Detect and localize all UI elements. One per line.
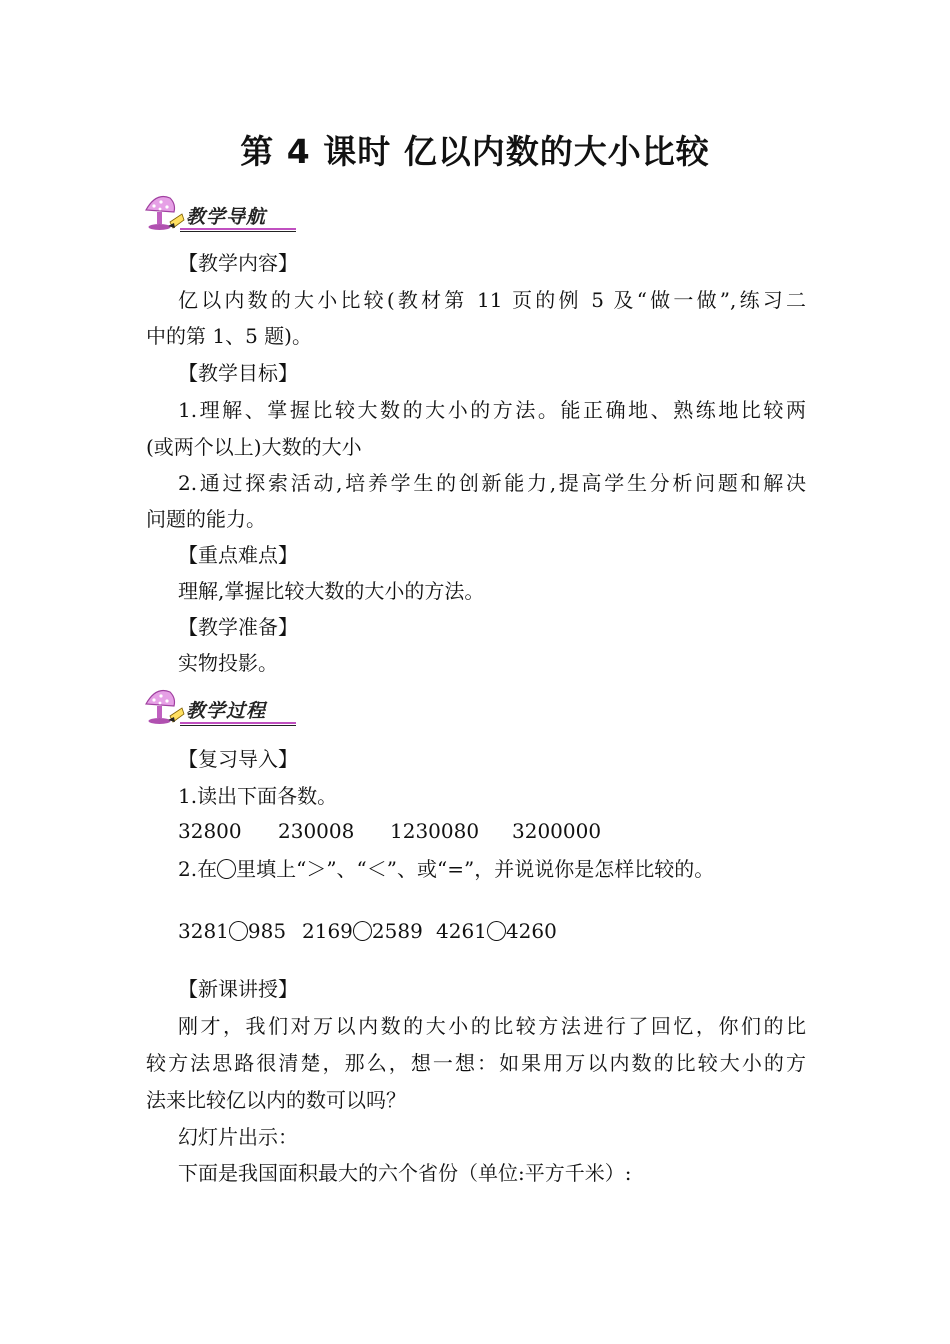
- number-row: [178, 818, 601, 844]
- page-title: 第 4 课时 亿以内数的大小比较: [240, 132, 710, 171]
- number-item: 1230080: [390, 819, 480, 843]
- comparison-item: [436, 918, 557, 944]
- blank-circle: [229, 921, 248, 941]
- text-fragment: 里填上“＞”、“＜”、或“=”，并说说你是怎样比较的。: [236, 857, 715, 881]
- blank-circle: [487, 921, 506, 941]
- paragraph-line: 法来比较亿以内的数可以吗？: [146, 1088, 406, 1112]
- comparison-right: 985: [247, 919, 287, 943]
- paragraph-line: 幻灯片出示：: [178, 1125, 298, 1149]
- number-item: 32800: [178, 819, 242, 843]
- banner-underline: [180, 725, 296, 726]
- paragraph-line: 2.通过探索活动,培养学生的创新能力,提高学生分析问题和解决: [178, 471, 806, 495]
- heading-key-points: 【重点难点】: [178, 543, 298, 567]
- comparison-left: 3281: [178, 919, 229, 943]
- banner-underline: [180, 231, 296, 232]
- paragraph-line: 下面是我国面积最大的六个省份（单位:平方千米）:: [178, 1161, 632, 1185]
- banner-label: 教学导航: [186, 206, 267, 228]
- paragraph-line: (或两个以上)大数的大小: [146, 435, 362, 459]
- comparison-item: [302, 918, 436, 944]
- paragraph-line: 问题的能力。: [146, 507, 266, 531]
- banner-label: 教学过程: [186, 700, 267, 722]
- heading-review: 【复习导入】: [178, 747, 298, 771]
- number-item: 3200000: [512, 819, 602, 843]
- paragraph-line: 中的第 1、5 题)。: [146, 324, 312, 348]
- teaching-process-banner: [140, 684, 300, 728]
- number-item: 230008: [278, 819, 355, 843]
- paragraph-line: [178, 856, 714, 882]
- comparison-right: 4260: [505, 919, 557, 943]
- paragraph-line: 较方法思路很清楚，那么，想一想：如果用万以内数的比较大小的方: [146, 1051, 806, 1075]
- paragraph-line: 亿以内数的大小比较(教材第 11 页的例 5 及“做一做”,练习二: [178, 288, 806, 312]
- heading-teaching-content: 【教学内容】: [178, 251, 298, 275]
- comparison-item: [178, 918, 302, 944]
- comparison-left: 2169: [302, 919, 353, 943]
- heading-new-lesson: 【新课讲授】: [178, 977, 298, 1001]
- paragraph-line: 实物投影。: [178, 651, 278, 675]
- teaching-guide-banner: [140, 190, 300, 234]
- paragraph-line: 1.读出下面各数。: [178, 784, 338, 808]
- comparison-row: [178, 918, 557, 944]
- banner-underline: [180, 228, 296, 230]
- blank-circle: [353, 921, 372, 941]
- paragraph-line: 理解,掌握比较大数的大小的方法。: [178, 579, 485, 603]
- text-fragment: 2.在: [178, 857, 218, 881]
- comparison-right: 2589: [371, 919, 423, 943]
- paragraph-line: 刚才，我们对万以内数的大小的比较方法进行了回忆，你们的比: [178, 1014, 806, 1038]
- comparison-left: 4261: [436, 919, 487, 943]
- banner-underline: [180, 722, 296, 724]
- heading-teaching-goals: 【教学目标】: [178, 361, 298, 385]
- paragraph-line: 1.理解、掌握比较大数的大小的方法。能正确地、熟练地比较两: [178, 398, 806, 422]
- blank-circle: [217, 859, 236, 879]
- heading-preparation: 【教学准备】: [178, 615, 298, 639]
